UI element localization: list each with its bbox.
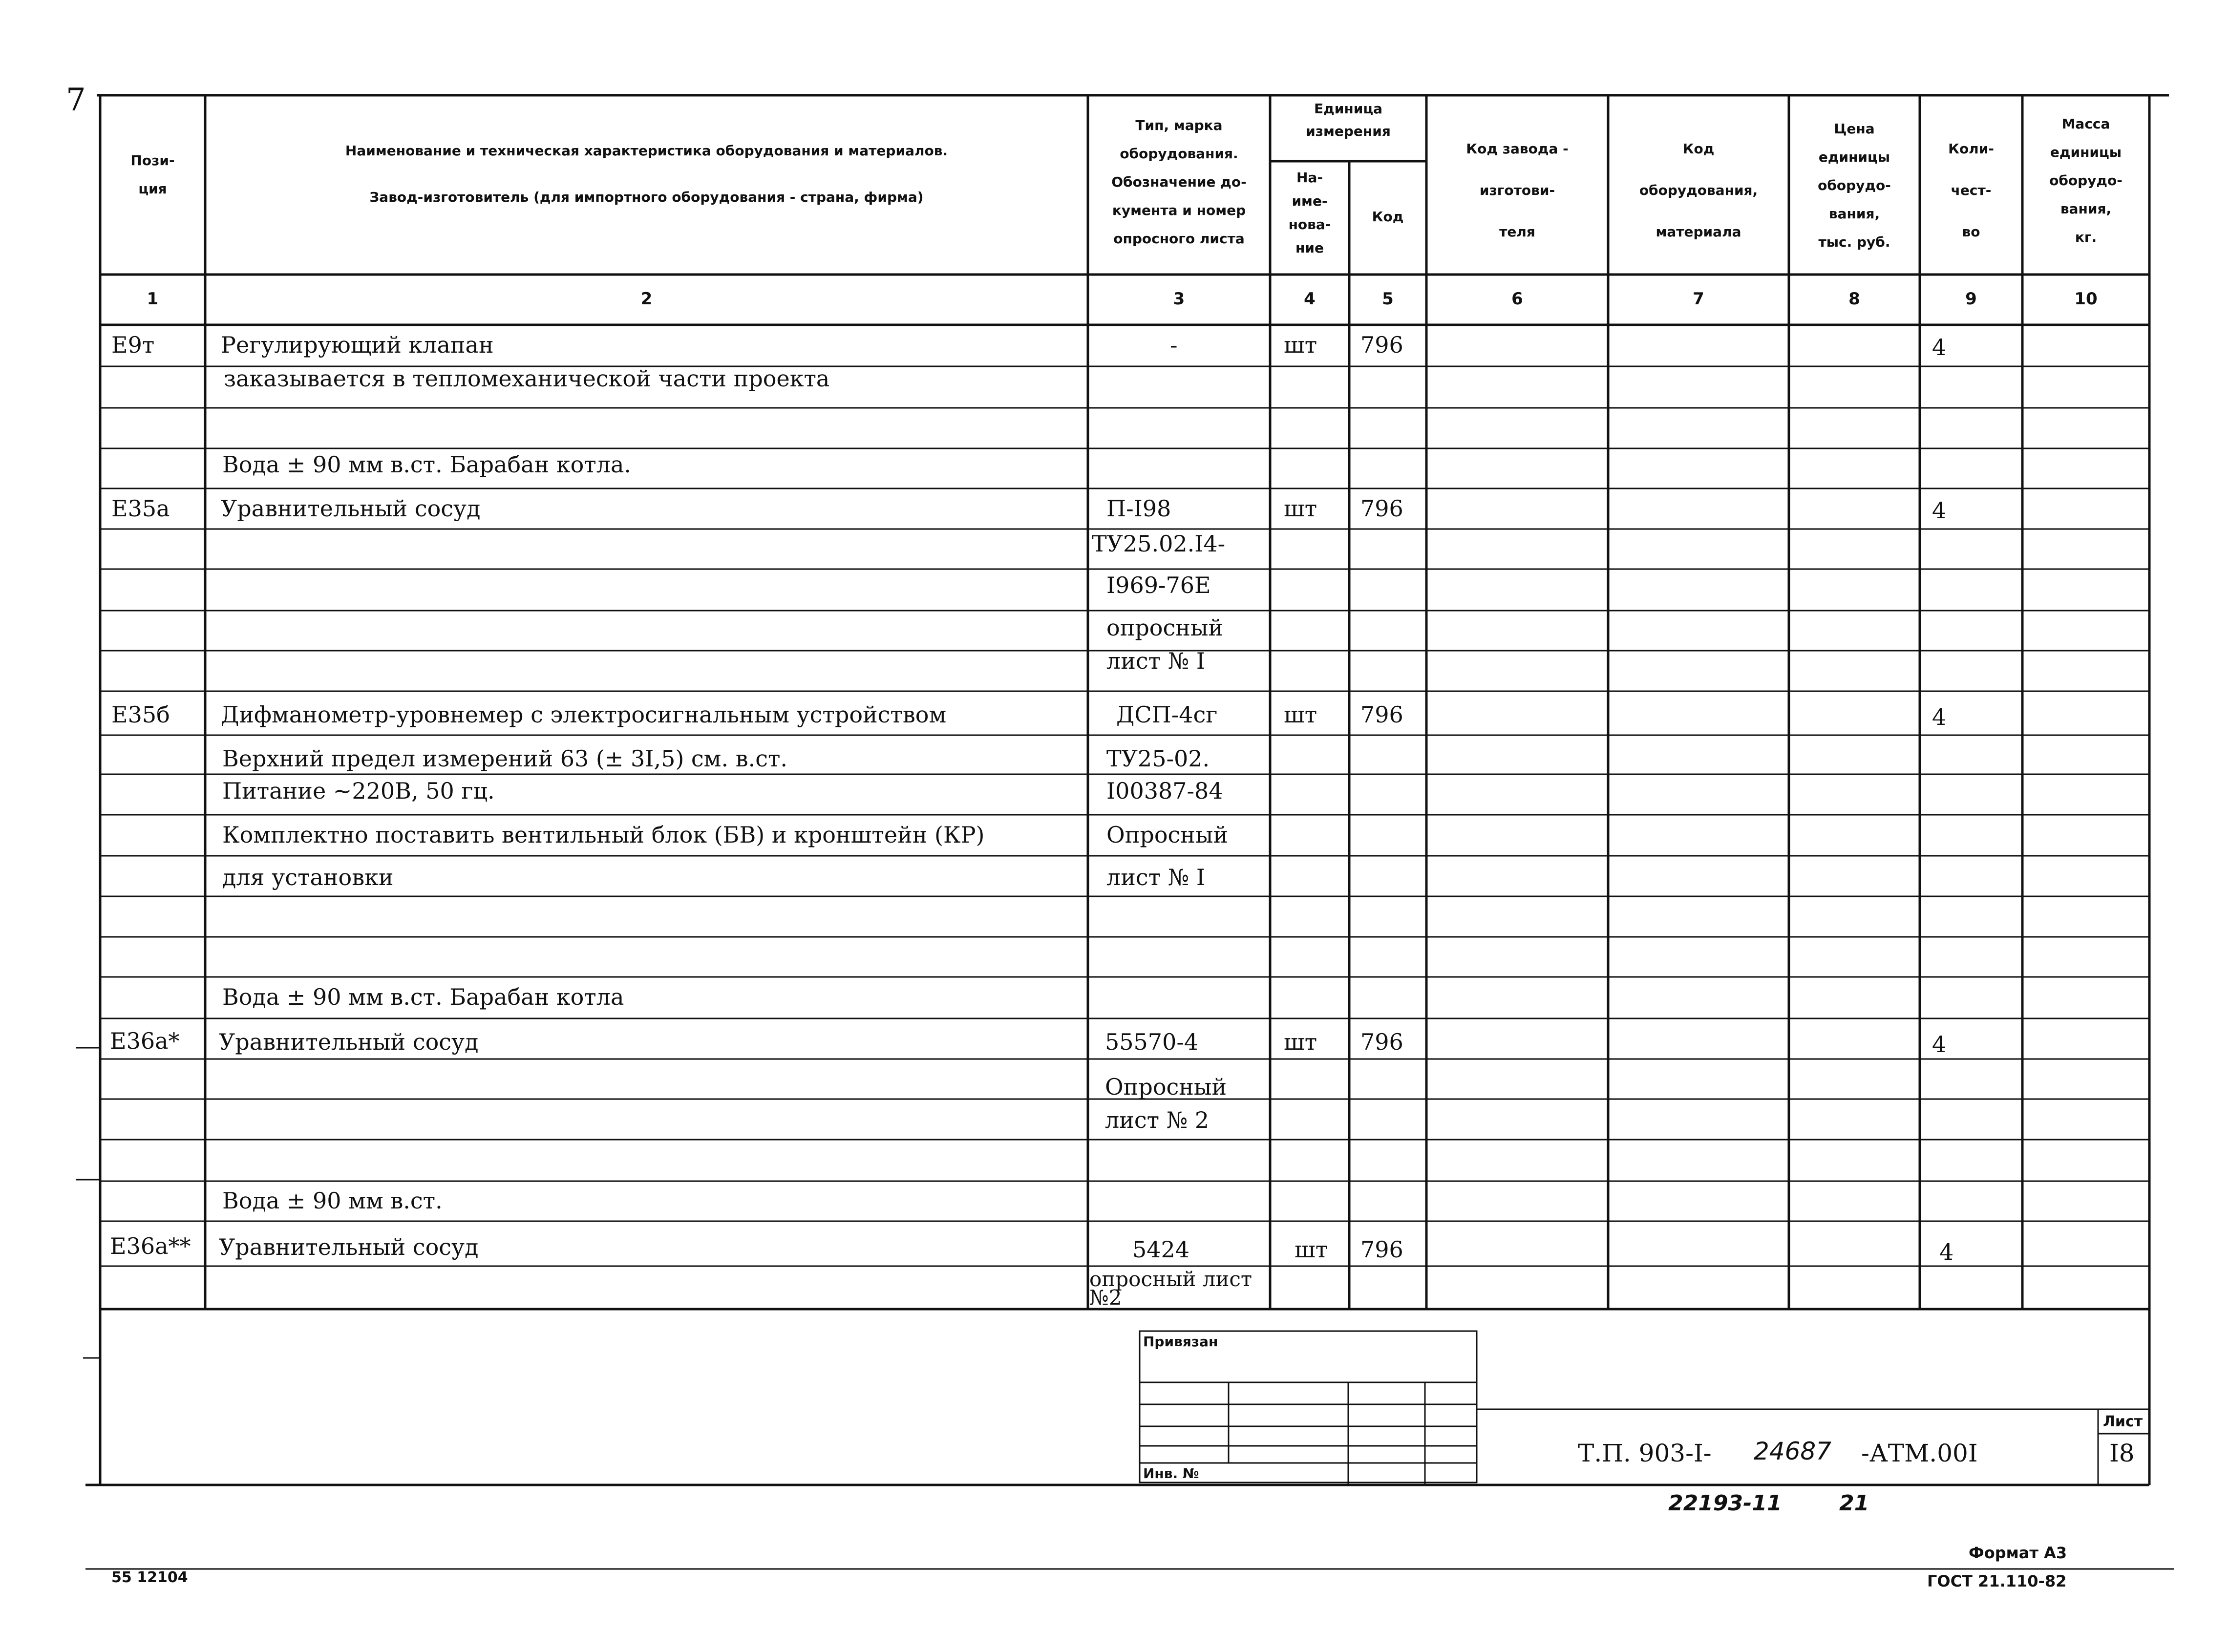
cell-type: лист № I <box>1106 864 1206 890</box>
header-unit-code: Код <box>1372 209 1404 225</box>
cell-code: 796 <box>1360 1029 1403 1055</box>
col-number: 2 <box>640 289 653 309</box>
page-mark: 7 <box>66 82 86 118</box>
cell-position: Е9т <box>111 332 155 358</box>
cell-type: опросный <box>1106 614 1224 641</box>
stamp-designation-prefix: Т.П. 903-I- <box>1578 1439 1712 1467</box>
header-factory-code: Код завода - изготови- теля <box>1466 141 1569 240</box>
header-name-line1: Наименование и техническая характеристика оборудования и материалов. <box>345 143 948 159</box>
cell-type: Опросный <box>1105 1074 1227 1100</box>
col-number: 7 <box>1693 289 1704 309</box>
gost-label: ГОСТ 21.110-82 <box>1927 1572 2067 1590</box>
cell-type: I969-76Е <box>1106 572 1211 598</box>
cell-unit: шт <box>1284 495 1317 522</box>
cell-type: - <box>1170 332 1178 358</box>
cell-type: I00387-84 <box>1106 778 1223 804</box>
stamp-sheet-label: Лист <box>2103 1413 2143 1430</box>
cell-quantity: 4 <box>1939 1239 1954 1265</box>
stamp-designation-hand: 24687 <box>1754 1437 1832 1465</box>
header-unit-name: На- име- нова- ние <box>1288 169 1331 256</box>
handwritten-number-right: 21 <box>1839 1491 1869 1516</box>
cell-name: Вода ± 90 мм в.ст. <box>222 1187 443 1214</box>
cell-type: ДСП-4сг <box>1116 701 1218 728</box>
header-position: Пози- ция <box>130 152 175 197</box>
format-label: Формат А3 <box>1969 1544 2067 1562</box>
cell-quantity: 4 <box>1932 1031 1947 1058</box>
cell-type: лист № I <box>1106 648 1206 674</box>
cell-name: Дифманометр-уровнемер с электросигнальным устройством <box>221 701 947 728</box>
cell-type: опросный лист №2 <box>1089 1267 1252 1310</box>
cell-code: 796 <box>1360 495 1403 522</box>
cell-name: Комплектно поставить вентильный блок (БВ) и кронштейн (КР) <box>222 822 985 848</box>
stamp-privyazan: Привязан <box>1143 1334 1218 1350</box>
header-type: Тип, марка оборудования. Обозначение до- кумента и номер опросного листа <box>1111 117 1247 247</box>
cell-name: Уравнительный сосуд <box>221 495 481 522</box>
cell-name: заказывается в тепломеханической части проекта <box>224 365 830 392</box>
cell-position: Е36а** <box>110 1233 191 1259</box>
col-number: 6 <box>1511 289 1523 309</box>
cell-name: Уравнительный сосуд <box>219 1234 479 1260</box>
handwritten-number-left: 22193-11 <box>1668 1491 1782 1516</box>
cell-type: 5424 <box>1132 1236 1190 1263</box>
stamp-designation-suffix: -АТМ.00I <box>1861 1439 1978 1467</box>
cell-name: Верхний предел измерений 63 (± 3I,5) см. в.ст. <box>222 745 788 772</box>
stamp-inv-no: Инв. № <box>1143 1465 1199 1482</box>
cell-quantity: 4 <box>1932 334 1947 360</box>
stamp-sheet-number: I8 <box>2109 1439 2135 1467</box>
cell-code: 796 <box>1360 701 1403 728</box>
cell-name: Вода ± 90 мм в.ст. Барабан котла. <box>222 451 632 478</box>
cell-code: 796 <box>1360 1236 1403 1263</box>
col-number: 9 <box>1965 289 1977 309</box>
header-mass: Масса единицы оборудо- вания, кг. <box>2049 116 2123 245</box>
cell-type: П-I98 <box>1106 495 1171 522</box>
cell-code: 796 <box>1360 332 1403 358</box>
header-price: Цена единицы оборудо- вания, тыс. руб. <box>1818 121 1891 250</box>
cell-position: Е36а* <box>110 1028 180 1054</box>
cell-position: Е35б <box>111 701 170 728</box>
col-number: 1 <box>147 289 159 309</box>
cell-type: ТУ25.02.I4- <box>1092 530 1226 557</box>
cell-unit: шт <box>1295 1236 1328 1263</box>
cell-name: для установки <box>222 864 394 890</box>
col-number: 3 <box>1173 289 1185 309</box>
cell-type: 55570-4 <box>1105 1029 1199 1055</box>
cell-name: Питание ~220В, 50 гц. <box>222 778 495 804</box>
cell-unit: шт <box>1284 332 1317 358</box>
header-quantity: Коли- чест- во <box>1948 141 1994 240</box>
cell-position: Е35а <box>111 495 170 522</box>
cell-name: Уравнительный сосуд <box>219 1029 479 1055</box>
cell-type: Опросный <box>1106 822 1229 848</box>
cell-type: ТУ25-02. <box>1106 745 1210 772</box>
cell-quantity: 4 <box>1932 704 1947 730</box>
col-number: 5 <box>1382 289 1394 309</box>
archive-number: 55 12104 <box>111 1569 188 1586</box>
header-unit: Единица измерения <box>1306 101 1391 139</box>
cell-unit: шт <box>1284 701 1317 728</box>
cell-unit: шт <box>1284 1029 1317 1055</box>
col-number: 8 <box>1848 289 1860 309</box>
col-number: 10 <box>2074 289 2098 309</box>
cell-name: Регулирующий клапан <box>221 332 494 358</box>
cell-name: Вода ± 90 мм в.ст. Барабан котла <box>222 984 624 1010</box>
header-name-line2: Завод-изготовитель (для импортного оборудования - страна, фирма) <box>369 189 924 205</box>
col-number: 4 <box>1304 289 1316 309</box>
cell-quantity: 4 <box>1932 497 1947 524</box>
cell-type: лист № 2 <box>1105 1107 1210 1133</box>
header-equipment-code: Код оборудования, материала <box>1639 141 1758 240</box>
